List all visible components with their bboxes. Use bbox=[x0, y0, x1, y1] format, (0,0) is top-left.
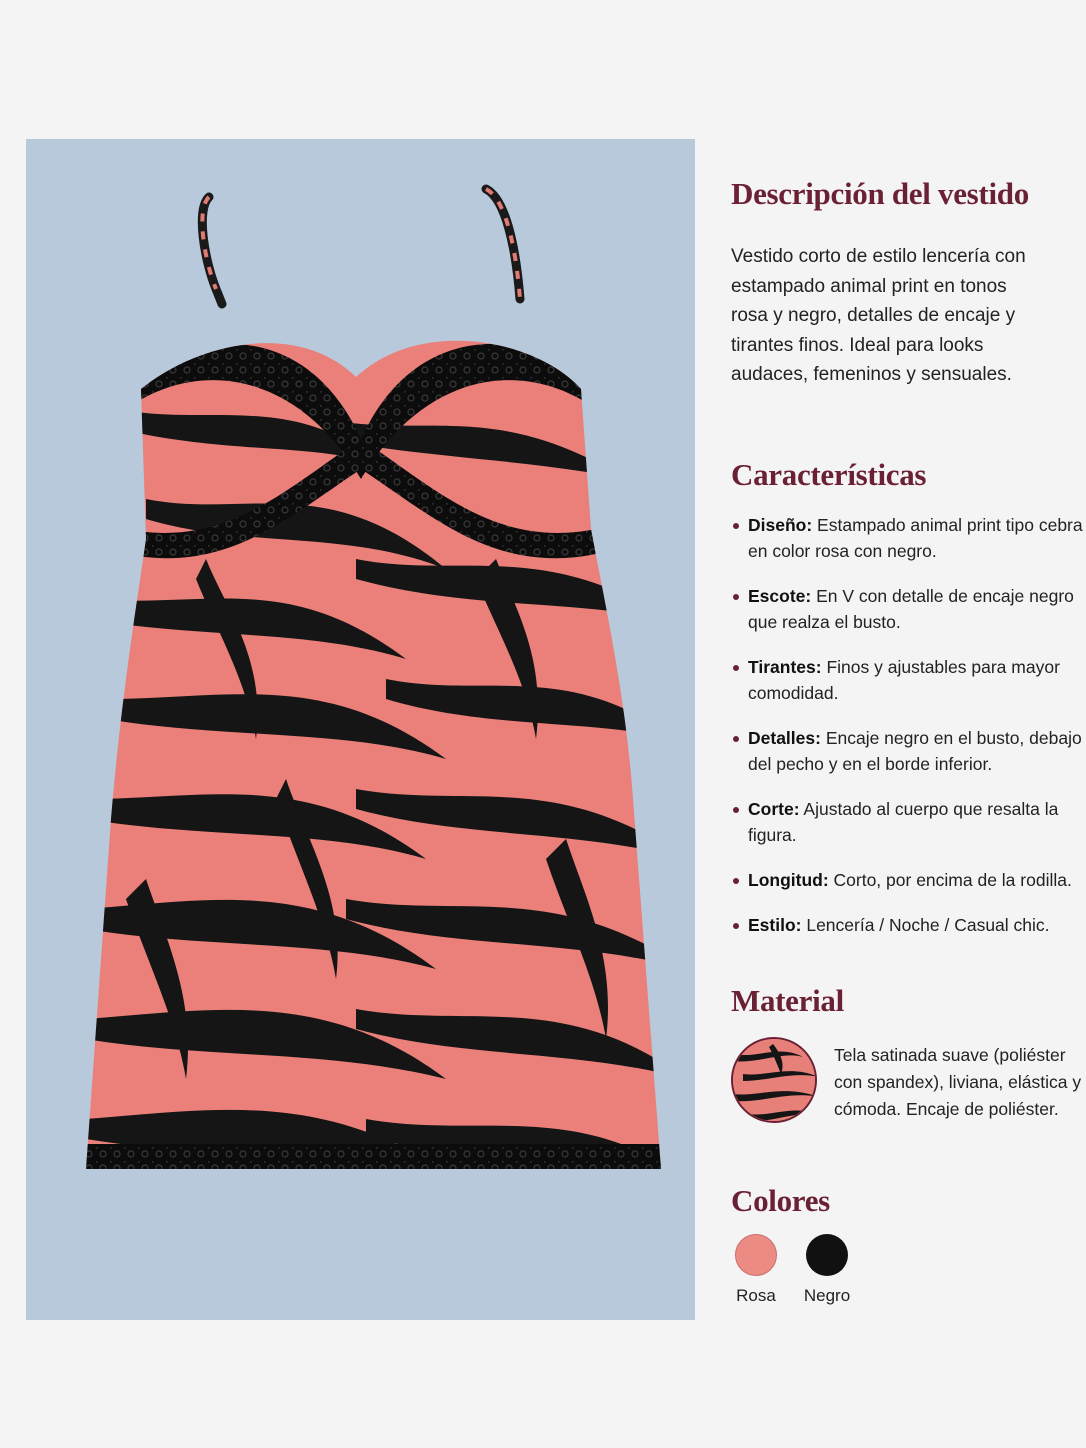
feature-label: Tirantes: bbox=[748, 657, 822, 677]
feature-label: Diseño: bbox=[748, 515, 813, 535]
feature-label: Escote: bbox=[748, 586, 812, 606]
color-swatch[interactable] bbox=[735, 1234, 777, 1276]
feature-text: Estampado animal print tipo cebra en color rosa con negro. bbox=[748, 515, 1083, 561]
color-swatch[interactable] bbox=[806, 1234, 848, 1276]
feature-label: Detalles: bbox=[748, 728, 821, 748]
color-label: Rosa bbox=[736, 1286, 776, 1305]
color-option-rosa[interactable] bbox=[726, 1234, 786, 1306]
material-text: Tela satinada suave (poliéster con spandex), liviana, elástica y cómoda. Encaje de poliéster. bbox=[834, 1045, 1082, 1119]
feature-text: Encaje negro en el busto, debajo del pecho y en el borde inferior. bbox=[748, 728, 1082, 774]
bullet-icon bbox=[733, 736, 739, 742]
feature-text: En V con detalle de encaje negro que realza el busto. bbox=[748, 586, 1074, 632]
feature-text: Finos y ajustables para mayor comodidad. bbox=[748, 657, 1060, 703]
list-item bbox=[731, 583, 1086, 635]
bullet-icon bbox=[733, 665, 739, 671]
list-item bbox=[731, 912, 1086, 938]
bullet-icon bbox=[733, 923, 739, 929]
bullet-icon bbox=[733, 878, 739, 884]
list-item bbox=[731, 867, 1086, 893]
product-photo bbox=[26, 139, 695, 1320]
feature-label: Longitud: bbox=[748, 870, 829, 890]
bullet-icon bbox=[733, 807, 739, 813]
description-title: Descripción del vestido bbox=[731, 176, 1029, 211]
feature-label: Corte: bbox=[748, 799, 800, 819]
color-label: Negro bbox=[803, 1286, 851, 1305]
fabric-swatch-icon bbox=[731, 1037, 817, 1123]
feature-text: Ajustado al cuerpo que resalta la figura. bbox=[748, 799, 1059, 845]
feature-label: Estilo: bbox=[748, 915, 802, 935]
bullet-icon bbox=[733, 594, 739, 600]
description-text: Vestido corto de estilo lencería con estampado animal print en tonos rosa y negro, detalles de encaje y tirantes finos. Ideal para looks audaces, femeninos y sensuales. bbox=[731, 246, 1026, 385]
material-title: Material bbox=[731, 983, 844, 1018]
dress-illustration bbox=[26, 139, 695, 1320]
list-item bbox=[731, 796, 1086, 848]
features-list bbox=[731, 512, 1086, 957]
colors-title: Colores bbox=[731, 1183, 830, 1218]
feature-text: Lencería / Noche / Casual chic. bbox=[801, 915, 1050, 935]
color-option-negro[interactable] bbox=[797, 1234, 857, 1306]
bullet-icon bbox=[733, 523, 739, 529]
list-item bbox=[731, 654, 1086, 706]
features-title: Características bbox=[731, 457, 927, 492]
list-item bbox=[731, 512, 1086, 564]
feature-text: Corto, por encima de la rodilla. bbox=[828, 870, 1072, 890]
list-item bbox=[731, 725, 1086, 777]
